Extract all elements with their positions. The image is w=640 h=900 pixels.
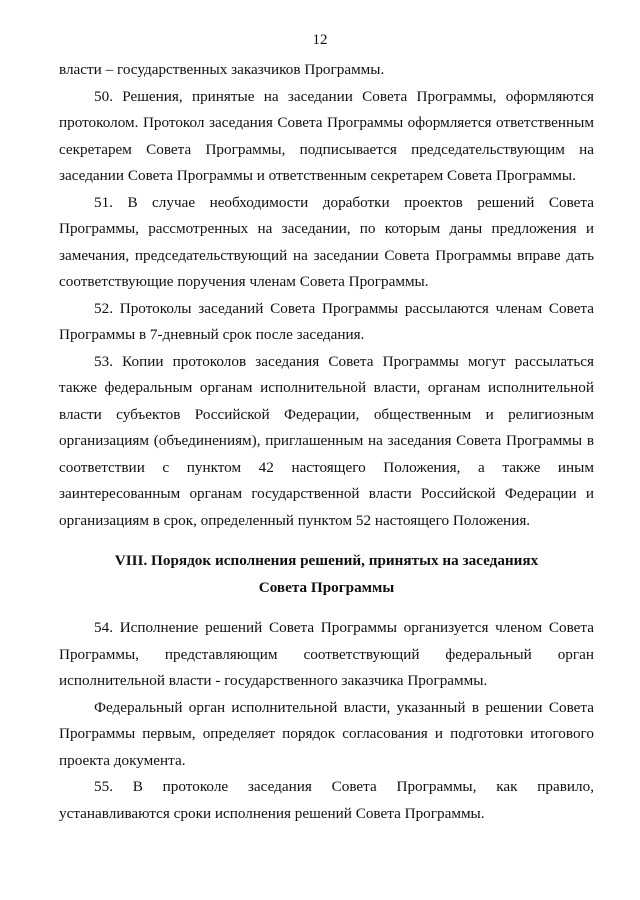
paragraph-54: 54. Исполнение решений Совета Программы организуется членом Совета Программы, представляющим соответствующий федеральный орган исполнительной власти - государственного заказчика Программы. <box>59 619 594 689</box>
section-heading <box>59 548 594 601</box>
paragraph-federal-organ: Федеральный орган исполнительной власти, указанный в решении Совета Программы первым, определяет порядок согласования и подготовки итогового проекта документа. <box>59 698 594 769</box>
paragraph-continuation: власти – государственных заказчиков Программы. <box>59 61 385 78</box>
document-body <box>59 57 594 827</box>
page-number: 12 <box>312 32 328 48</box>
paragraph-53: 53. Копии протоколов заседания Совета Программы могут рассылаться также федеральным органам исполнительной власти, органам исполнительной власти субъектов Российской Федерации, общественным и религиозным организациям (объединениям), приглашенным на заседания Совета Программы в соответствии с пунктом 42 настоящего Положения, а также иным заинтересованным органам государственной власти Российской Федерации и организациям в срок, определенный пунктом 52 настоящего Положения. <box>59 352 594 529</box>
section-heading-line-1: VIII. Порядок исполнения решений, принятых на заседаниях <box>114 552 539 569</box>
paragraph-50: 50. Решения, принятые на заседании Совета Программы, оформляются протоколом. Протокол заседания Совета Программы оформляется ответственным секретарем Совета Программы, подписывается председательствующим на заседании Совета Программы и ответственным секретарем Совета Программы. <box>59 87 594 184</box>
paragraph-55: 55. В протоколе заседания Совета Программы, как правило, устанавливаются сроки исполнения решений Совета Программы. <box>59 778 594 822</box>
paragraph-51: 51. В случае необходимости доработки проектов решений Совета Программы, рассмотренных на заседании, по которым даны предложения и замечания, председательствующий на заседании Совета Программы вправе дать соответствующие поручения членам Совета Программы. <box>59 193 594 290</box>
section-heading-line-2: Совета Программы <box>258 578 395 596</box>
paragraph-52: 52. Протоколы заседаний Совета Программы рассылаются членам Совета Программы в 7-дневный срок после заседания. <box>59 299 594 343</box>
